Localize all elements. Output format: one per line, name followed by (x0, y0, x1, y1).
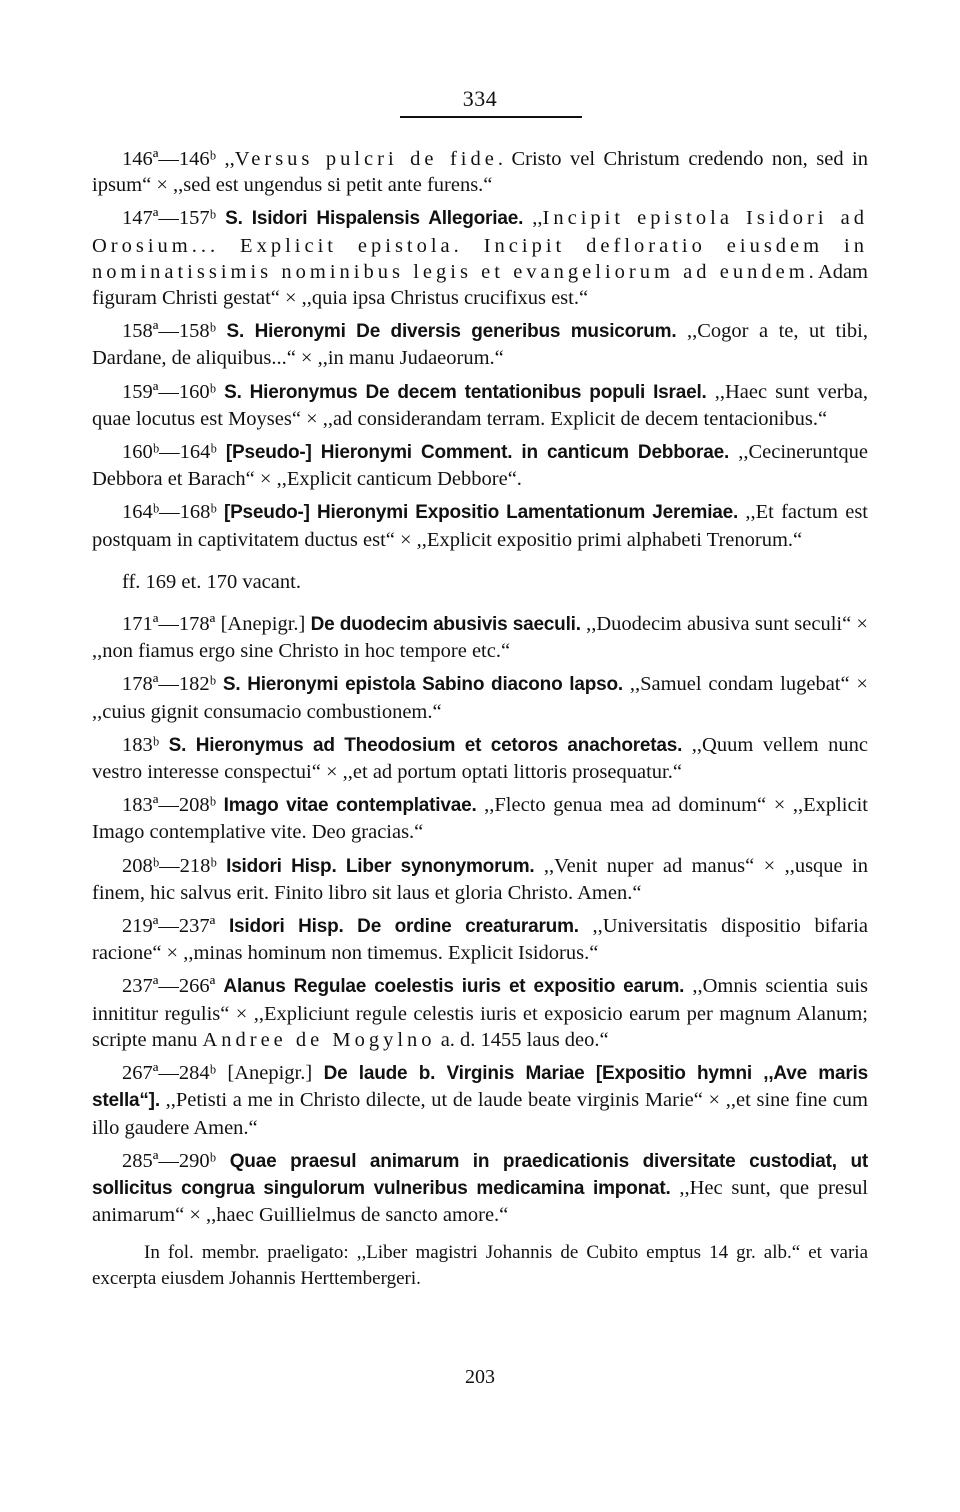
entry-5 (92, 439, 868, 492)
entry-title: Alanus Regulae coelestis iuris et expositio earum. (223, 976, 685, 998)
entry-ref: 178ª—182ᵇ (122, 673, 217, 696)
entry-text: ,,Et factum est postquam in captivitatem ductus est“ × ,,Explicit expositio primi alphabeti Trenorum.“ (92, 501, 868, 551)
entry-7 (92, 569, 868, 595)
entry-text: ,,Venit nuper ad manus“ × ,,usque in finem, hic salvus erit. Finito libro sit laus et gloria Christo. Amen.“ (92, 854, 868, 904)
entry-text: ,,Cecineruntque Debbora et Barach“ × ,,Explicit canticum Debbore“. (92, 441, 868, 491)
entry-text: ,,Universitatis dispositio bifaria racione“ × ,,minas hominum non timemus. Explicit Isidorus.“ (92, 915, 869, 965)
entry-pre: [Anepigr.] (216, 1062, 324, 1085)
header-rule (400, 116, 582, 118)
entry-text: ,,Haec sunt verba, quae locutus est Moyses“ × ,,ad considerandam terram. Explicit de decem tentacionibus.“ (92, 380, 869, 430)
entry-text: . Cristo vel Christum credendo non, sed in ipsum“ × ,,sed est ungendus si petit ante furens.“ (92, 148, 868, 197)
entry-text-end: a. d. 1455 laus deo.“ (435, 1028, 609, 1051)
entry-11 (92, 792, 868, 845)
entry-ref: 171ª—178ª (122, 613, 216, 636)
entry-title: De laude b. Virginis Mariae [Expositio hymni ,,Ave maris stella“]. (92, 1063, 868, 1112)
entry-title: S. Isidori Hispalensis Allegoriae. (225, 208, 524, 230)
entry-ref: 164ᵇ—168ᵇ (122, 501, 217, 524)
entry-title: S. Hieronymus ad Theodosium et cetoros anachoretas. (168, 734, 683, 756)
entry-ref: 159ª—160ᵇ (122, 380, 217, 403)
entry-title: Imago vitae contemplativae. (223, 795, 477, 817)
entry-text: . Adam figuram Christi gestat“ × ,,quia ipsa Christus crucifixus est.“ (92, 260, 868, 310)
entry-text: ,,Samuel condam lugebat“ × ,,cuius gignit consumacio combustionem.“ (92, 673, 868, 723)
entry-12 (92, 853, 868, 906)
entry-title: S. Hieronymi epistola Sabino diacono lapso. (222, 674, 623, 696)
entry-ref: 183ª—208ᵇ (122, 794, 217, 817)
entry-title: Isidori Hisp. De ordine creaturarum. (228, 916, 579, 938)
catalog-entries (92, 146, 868, 1311)
entry-vacant-note: ff. 169 et. 170 vacant. (122, 570, 301, 593)
entry-text: ,,Hec sunt, que presul animarum“ × ,,haec Guillielmus de sancto amore.“ (92, 1176, 868, 1227)
entry-ref: 158ª—158ᵇ (122, 320, 217, 343)
entry-title: S. Hieronymus De decem tentationibus populi Israel. (224, 381, 707, 403)
entry-scribe-spaced: Andree de Mogylno (202, 1028, 436, 1051)
entry-ref: 285ª—290ᵇ (122, 1149, 217, 1172)
entry-ref: 267ª—284ᵇ (122, 1062, 217, 1085)
entry-text: ,,Cogor a te, ut tibi, Dardane, de aliquibus...“ × ,,in manu Judaeorum.“ (92, 320, 868, 370)
entry-title: Isidori Hisp. Liber synonymorum. (226, 855, 535, 877)
entry-4 (92, 379, 868, 432)
entry-title: De duodecim abusivis saeculi. (310, 614, 581, 636)
entry-incipit-spaced: Versus pulcri de fide (234, 148, 498, 170)
entry-14 (92, 973, 868, 1053)
entry-text: ,,Flecto genua mea ad dominum“ × ,,Explicit Imago contemplative vite. Deo gracias.“ (92, 794, 868, 844)
entry-ref: 208ᵇ—218ᵇ (122, 854, 217, 877)
entry-13 (92, 913, 868, 966)
entry-ref: 183ᵇ (122, 733, 160, 756)
entry-ref: 160ᵇ—164ᵇ (122, 441, 217, 464)
entry-ref: 219ª—237ª (122, 915, 216, 938)
page-number: 334 (462, 86, 498, 111)
entry-9 (92, 671, 868, 724)
entry-pre: ,, (216, 148, 235, 170)
entry-pre: ,, (523, 207, 543, 230)
entry-6 (92, 499, 868, 552)
entry-title: S. Hieronymi De diversis generibus musicorum. (226, 321, 677, 343)
entry-2 (92, 205, 868, 311)
entry-1 (92, 146, 868, 198)
entry-text: ,,Duodecim abusiva sunt seculi“ × ,,non fiamus ergo sine Christo in hoc tempore etc.“ (92, 613, 868, 663)
entry-incipit-spaced: Incipit epistola Isidori ad Orosium... Explicit epistola. Incipit defloratio eiusdem in nominatissimis nominibus legis et evangeliorum ad eundem (92, 207, 869, 283)
entry-16 (92, 1148, 868, 1229)
entry-3 (92, 318, 868, 371)
entry-title: [Pseudo-] Hieronymi Expositio Lamentationum Jeremiae. (223, 502, 739, 524)
footer-number: 203 (465, 1366, 495, 1388)
binding-note: In fol. membr. praeligato: ,,Liber magistri Johannis de Cubito emptus 14 gr. alb.“ et varia excerpta eiusdem Johannis Herttembergeri. (92, 1242, 868, 1290)
entry-ref: 237ª—266ª (122, 975, 216, 998)
entry-title: [Pseudo-] Hieronymi Comment. in canticum Debborae. (225, 442, 730, 464)
entry-title: Quae praesul animarum in praedicationis diversitate custodiat, ut sollicitus congrua singulorum vulneribus medicamina imponat. (92, 1150, 868, 1199)
entry-ref: 146ª—146ᵇ (122, 148, 217, 170)
entry-15 (92, 1060, 868, 1141)
entry-8 (92, 611, 868, 664)
entry-text: ,,Petisti a me in Christo dilecte, ut de laude beate virginis Marie“ × ,,et sine fine cum illo gaudere Amen.“ (92, 1089, 868, 1139)
entry-10 (92, 732, 868, 785)
entry-pre: [Anepigr.] (215, 613, 311, 636)
entry-text: ,,Omnis scientia suis innititur regulis“ × ,,Expliciunt regule celestis iuris et exposicio earum per magnum Alanum; scripte manu (92, 975, 869, 1051)
entry-text: ,,Quum vellem nunc vestro interesse conspectui“ × ,,et ad portum optati littoris prosequatur.“ (92, 733, 869, 784)
entry-ref: 147ª—157ᵇ (122, 207, 217, 230)
